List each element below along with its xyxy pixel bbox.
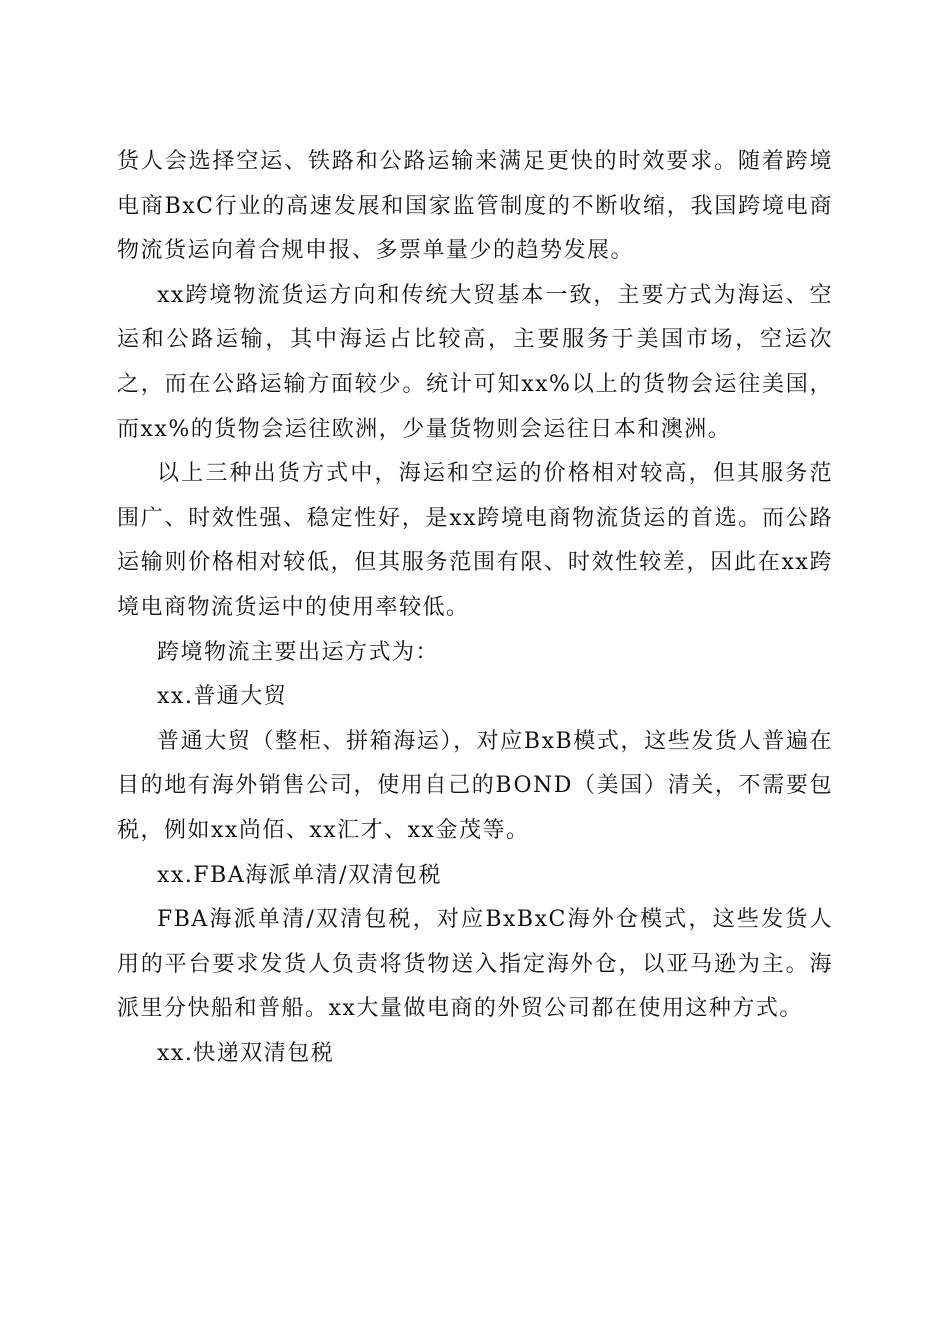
section-heading-2: xx.FBA海派单清/双清包税 xyxy=(157,862,443,888)
paragraph-1: 货人会选择空运、铁路和公路运输来满足更快的时效要求。随着跨境电商BxC行业的高速发展和国家监管制度的不断收缩，我国跨境电商物流货运向着合规申报、多票单量少的趋势发展。 xyxy=(117,149,833,264)
paragraph-6: FBA海派单清/双清包税，对应BxBxC海外仓模式，这些发货人用的平台要求发货人负责将货物送入指定海外仓，以亚马逊为主。海派里分快船和普船。xx大量做电商的外贸公司都在使用这种方式。 xyxy=(117,907,833,1022)
paragraph-2: xx跨境物流货运方向和传统大贸基本一致，主要方式为海运、空运和公路运输，其中海运占比较高，主要服务于美国市场，空运次之，而在公路运输方面较少。统计可知xx%以上的货物会运往美国，而xx%的货物会运往欧洲，少量货物则会运往日本和澳洲。 xyxy=(117,282,833,442)
paragraph-5: 普通大贸（整柜、拼箱海运），对应BxB模式，这些发货人普遍在目的地有海外销售公司，使用自己的BOND（美国）清关，不需要包税，例如xx尚佰、xx汇才、xx金茂等。 xyxy=(117,728,833,843)
paragraph-3: 以上三种出货方式中，海运和空运的价格相对较高，但其服务范围广、时效性强、稳定性好，是xx跨境电商物流货运的首选。而公路运输则价格相对较低，但其服务范围有限、时效性较差，因此在xx跨境电商物流货运中的使用率较低。 xyxy=(117,461,833,620)
paragraph-4: 跨境物流主要出运方式为： xyxy=(157,639,440,665)
section-heading-1: xx.普通大贸 xyxy=(157,684,288,710)
section-heading-3: xx.快递双清包税 xyxy=(157,1040,335,1066)
document-body xyxy=(117,140,833,1076)
